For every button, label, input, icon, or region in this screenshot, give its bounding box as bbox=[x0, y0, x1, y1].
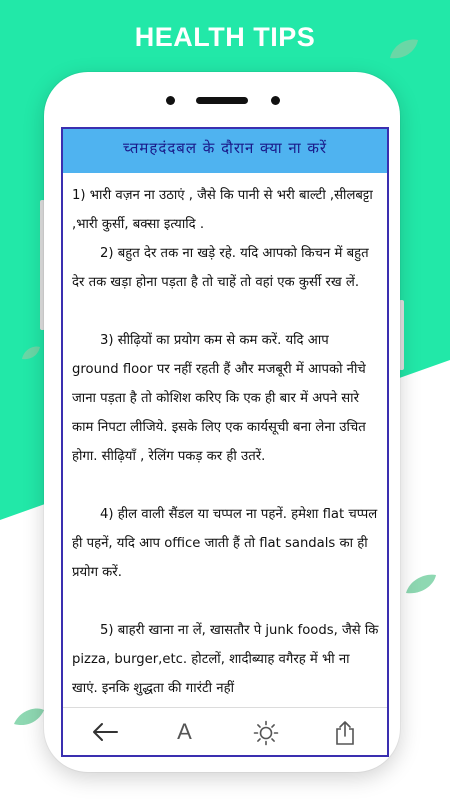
leaf-icon bbox=[12, 706, 46, 728]
article-paragraph: 2) बहुत देर तक ना खड़े रहे. यदि आपको किचन में बहुत देर तक खड़ा होना पड़ता है तो चाहें तो वहां एक कुर्सी रख लें. bbox=[72, 246, 369, 290]
bottom-toolbar bbox=[63, 707, 387, 756]
article-header bbox=[63, 129, 387, 173]
article-content[interactable] bbox=[63, 173, 387, 707]
article-paragraph: 1) भारी वज़न ना उठाएं , जैसे कि पानी से भरी बाल्टी ,सीलबट्टा ,भारी कुर्सी, बक्सा इत्यादि . bbox=[72, 188, 373, 232]
share-icon bbox=[334, 720, 356, 746]
font-size-button[interactable] bbox=[144, 708, 225, 756]
sensor-dot bbox=[271, 96, 280, 105]
font-icon: A bbox=[177, 719, 192, 744]
article-paragraph: 5) बाहरी खाना ना लें, खासतौर पे junk foods, जैसे कि pizza, burger,etc. होटलों, शादीब्याह वगैरह में भी ना खाएं. इनकि शुद्धता की गारंटी नहीं bbox=[72, 623, 379, 696]
sun-icon bbox=[253, 720, 279, 746]
leaf-icon bbox=[404, 573, 438, 597]
speaker-grille bbox=[196, 97, 248, 104]
banner-title: HEALTH TIPS bbox=[134, 22, 316, 52]
article-title: च्तमहदंदबल के दौरान क्या ना करें bbox=[122, 139, 328, 157]
share-button[interactable] bbox=[306, 708, 387, 756]
article-paragraph: 3) सीढ़ियों का प्रयोग कम से कम करें. यदि आप ground floor पर नहीं रहती हैं और मजबूरी में आपको नीचे जाना पड़ता है तो कोशिश करिए कि एक ही बार में अपने सारे काम निपटा लीजिये. इसके लिए एक कार्यसूची बना लेना उचित होगा. सीढ़ियाँ , रेलिंग पकड़ कर ही उतरें. bbox=[72, 333, 366, 464]
arrow-left-icon bbox=[91, 720, 119, 744]
back-button[interactable] bbox=[63, 708, 144, 756]
app-screen bbox=[61, 127, 389, 757]
article-paragraph: 4) हील वाली सैंडल या चप्पल ना पहनें. हमेशा flat चप्पल ही पहनें, यदि आप office जाती हैं तो flat sandals का ही प्रयोग करें. bbox=[72, 507, 378, 580]
brightness-button[interactable] bbox=[225, 708, 306, 756]
camera-dot bbox=[166, 96, 175, 105]
leaf-icon bbox=[388, 38, 420, 62]
leaf-icon bbox=[20, 345, 42, 361]
phone-speaker bbox=[44, 97, 400, 107]
